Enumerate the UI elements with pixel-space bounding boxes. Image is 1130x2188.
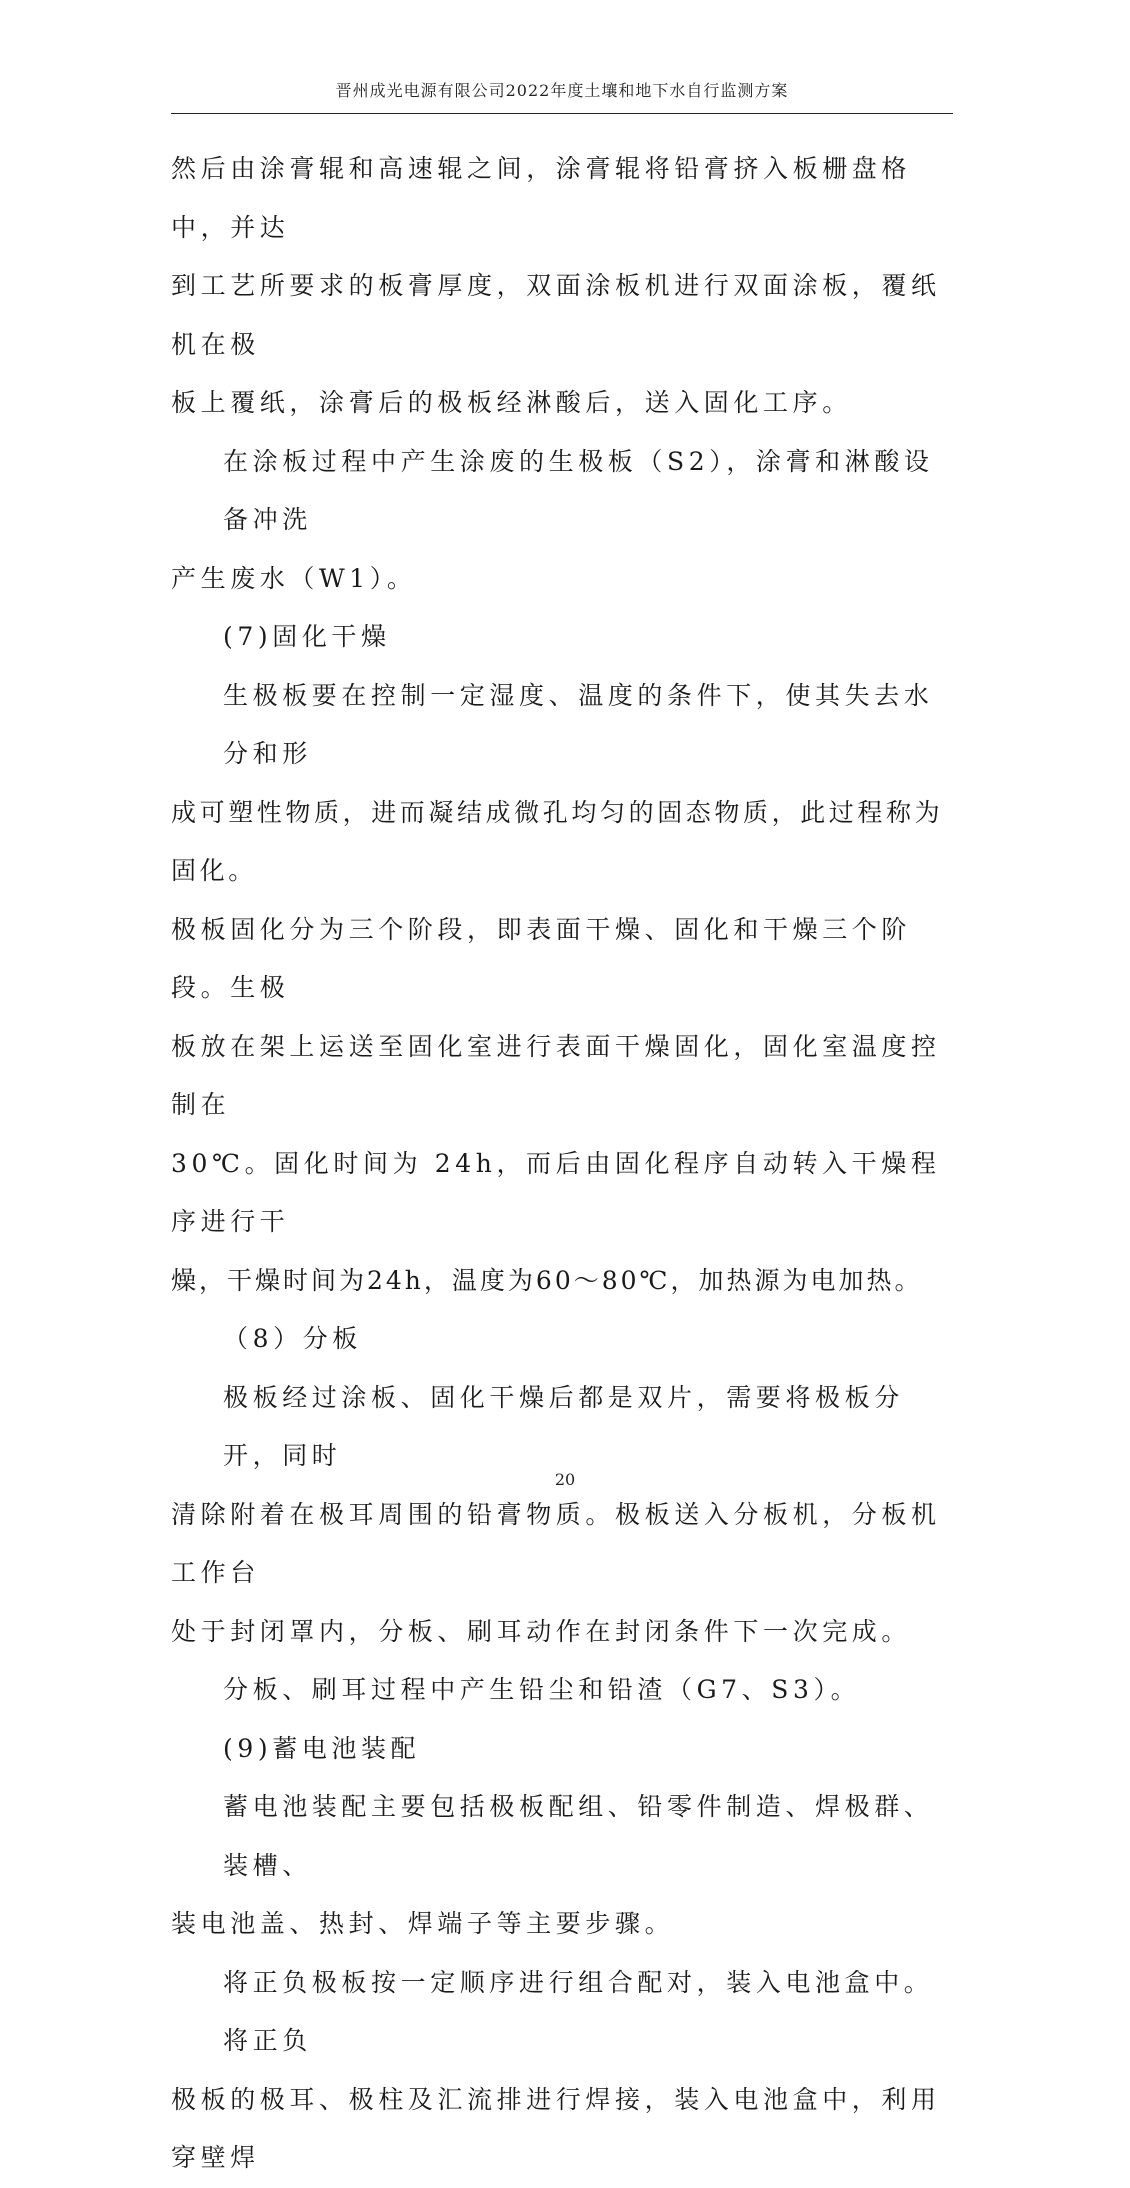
section-heading-9: (9)蓄电池装配 bbox=[223, 1733, 421, 1763]
text-line: 到工艺所要求的板膏厚度，双面涂板机进行双面涂板，覆纸机在极 bbox=[171, 271, 941, 359]
text-line: 生极板要在控制一定湿度、温度的条件下，使其失去水分和形 bbox=[223, 680, 934, 768]
text-line: 极板的极耳、极柱及汇流排进行焊接，装入电池盒中，利用穿壁焊 bbox=[171, 2084, 941, 2172]
text-line: 板上覆纸，涂膏后的极板经淋酸后，送入固化工序。 bbox=[171, 388, 852, 417]
text-line: 装电池盖、热封、焊端子等主要步骤。 bbox=[171, 1909, 675, 1938]
section-heading-7: (7)固化干燥 bbox=[223, 622, 391, 651]
text-line: 成可塑性物质，进而凝结成微孔均匀的固态物质，此过程称为固化。 bbox=[171, 797, 944, 885]
text-line: 极板经过涂板、固化干燥后都是双片，需要将极板分开，同时 bbox=[223, 1382, 904, 1470]
text-line: 处于封闭罩内，分板、刷耳动作在封闭条件下一次完成。 bbox=[171, 1616, 912, 1646]
section-heading-8: （8）分板 bbox=[223, 1324, 362, 1353]
text-line: 在涂板过程中产生涂废的生极板（S2），涂膏和淋酸设备冲洗 bbox=[223, 446, 934, 534]
text-line: 板放在架上运送至固化室进行表面干燥固化，固化室温度控制在 bbox=[171, 1031, 941, 1119]
text-line: 蓄电池装配主要包括极板配组、铅零件制造、焊极群、装槽、 bbox=[223, 1792, 934, 1880]
page-number: 20 bbox=[554, 1470, 576, 1489]
text-line: 然后由涂膏辊和高速辊之间，涂膏辊将铅膏挤入板栅盘格中，并达 bbox=[171, 154, 912, 242]
text-line: 燥，干燥时间为24h，温度为60～80℃，加热源为电加热。 bbox=[171, 1265, 923, 1295]
text-line: 将正负极板按一定顺序进行组合配对，装入电池盒中。将正负 bbox=[223, 1967, 934, 2055]
text-line: 极板固化分为三个阶段，即表面干燥、固化和干燥三个阶段。生极 bbox=[171, 914, 912, 1002]
text-line: 产生废水（W1）。 bbox=[171, 563, 417, 593]
page-header-title: 晋州成光电源有限公司2022年度土壤和地下水自行监测方案 bbox=[335, 81, 789, 100]
text-line: 30℃。固化时间为 24h，而后由固化程序自动转入干燥程序进行干 bbox=[171, 1148, 941, 1236]
text-line: 分板、刷耳过程中产生铅尘和铅渣（G7、S3）。 bbox=[223, 1675, 861, 1704]
header-divider bbox=[171, 113, 953, 114]
text-line: 清除附着在极耳周围的铅膏物质。极板送入分板机，分板机工作台 bbox=[171, 1499, 941, 1587]
body-text bbox=[171, 140, 961, 2188]
